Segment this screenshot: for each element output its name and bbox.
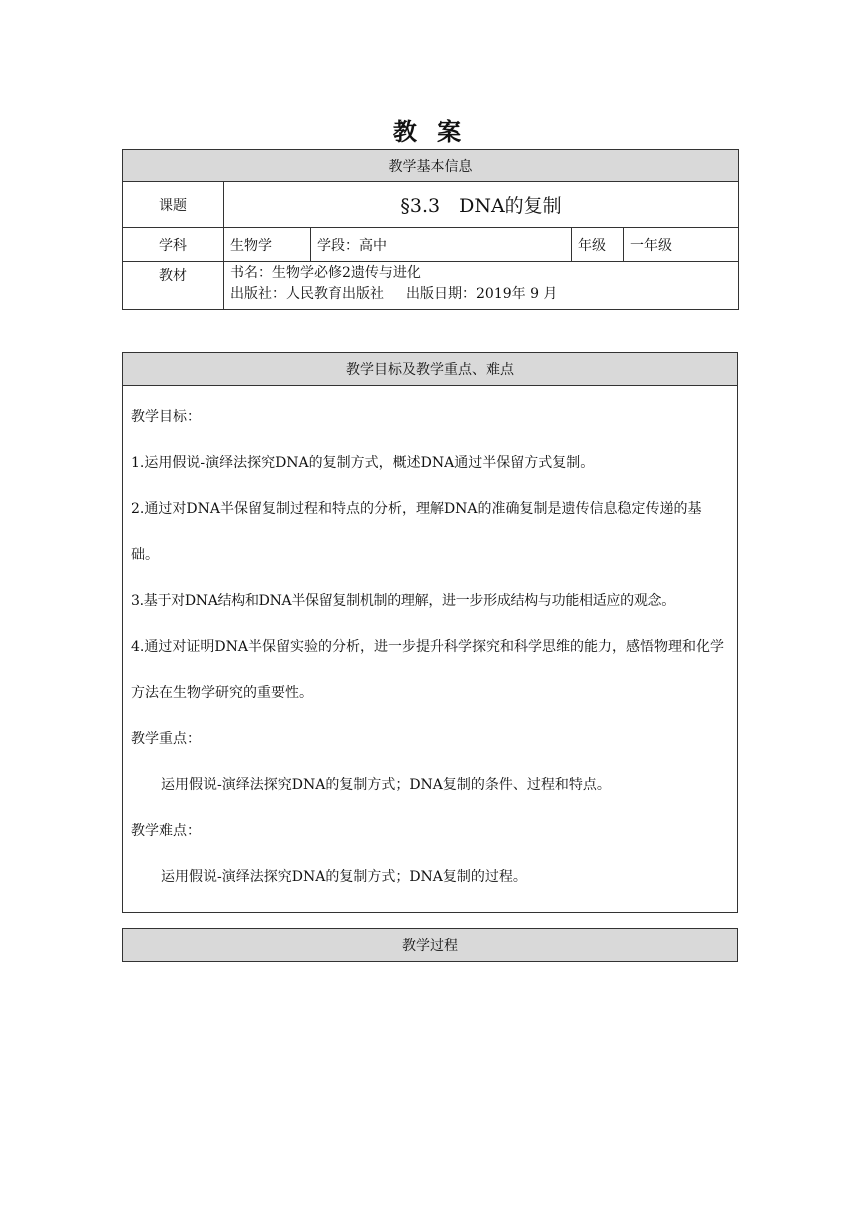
subject-label: 学科 xyxy=(123,228,224,262)
objective-item: 1.运用假说-演绎法探究DNA的复制方式，概述DNA通过半保留方式复制。 xyxy=(131,455,595,471)
goals-header: 教学目标及教学重点、难点 xyxy=(123,353,738,386)
process-table xyxy=(122,928,738,962)
book-name: 书名：生物学必修2遗传与进化 xyxy=(230,265,421,281)
document-title: 教 案 xyxy=(392,117,468,146)
publisher-line xyxy=(230,284,732,305)
objective-item: 2.通过对DNA半保留复制过程和特点的分析，理解DNA的准确复制是遗传信息稳定传递的基础。 xyxy=(131,501,702,563)
process-header: 教学过程 xyxy=(123,929,738,962)
goals-content xyxy=(123,386,738,913)
publisher: 出版社：人民教育出版社 xyxy=(230,286,384,302)
difficult-points-title: 教学难点： xyxy=(131,823,201,839)
grade-value: 一年级 xyxy=(624,228,739,262)
key-points-title: 教学重点： xyxy=(131,731,201,747)
basic-info-header: 教学基本信息 xyxy=(123,150,739,182)
material-info xyxy=(224,262,739,310)
objective-item: 3.基于对DNA结构和DNA半保留复制机制的理解，进一步形成结构与功能相适应的观念。 xyxy=(131,593,675,609)
subject-value: 生物学 xyxy=(224,228,311,262)
objective-item: 4.通过对证明DNA半保留实验的分析，进一步提升科学探究和科学思维的能力，感悟物理和化学方法在生物学研究的重要性。 xyxy=(131,639,724,701)
goals-table xyxy=(122,352,738,913)
topic-label: 课题 xyxy=(123,182,224,228)
key-points-text: 运用假说-演绎法探究DNA的复制方式；DNA复制的条件、过程和特点。 xyxy=(161,777,611,793)
material-label: 教材 xyxy=(123,262,224,310)
publish-date: 出版日期：2019年 9 月 xyxy=(406,286,558,302)
topic-value: §3.3 DNA的复制 xyxy=(224,182,739,228)
stage-value: 学段：高中 xyxy=(311,228,572,262)
basic-info-table xyxy=(122,149,739,310)
objectives-title: 教学目标： xyxy=(131,409,201,425)
difficult-points-text: 运用假说-演绎法探究DNA的复制方式；DNA复制的过程。 xyxy=(161,869,527,885)
grade-label: 年级 xyxy=(572,228,624,262)
